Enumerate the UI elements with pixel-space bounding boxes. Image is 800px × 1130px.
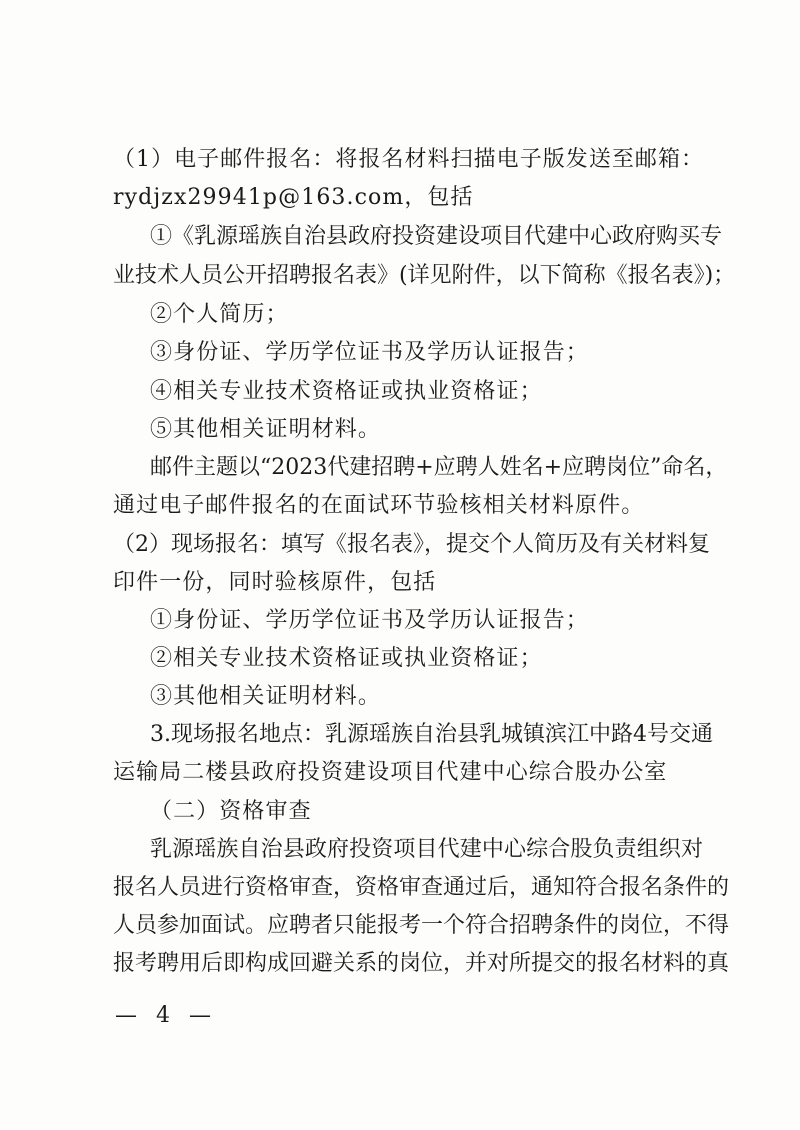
registration-location-line: 3.现场报名地点：乳源瑶族自治县乳城镇滨江中路4号交通 [150, 722, 713, 747]
qualification-review-line-4: 报考聘用后即构成回避关系的岗位，并对所提交的报名材料的真 [113, 951, 730, 976]
id-degree-item-line: ③身份证、学历学位证书及学历认证报告； [150, 340, 589, 365]
qualification-item-line: ④相关专业技术资格证或执业资格证； [150, 379, 543, 404]
registration-location-continued-line: 运输局二楼县政府投资建设项目代建中心综合股办公室 [113, 760, 668, 785]
onsite-registration-continued-line: 印件一份，同时验核原件，包括 [113, 570, 437, 595]
email-subject-line: 邮件主题以“2023代建招聘+应聘人姓名+应聘岗位”命名， [150, 455, 728, 480]
email-registration-line: （1）电子邮件报名：将报名材料扫描电子版发送至邮箱： [113, 147, 703, 172]
onsite-qualification-item-line: ②相关专业技术资格证或执业资格证； [150, 646, 543, 671]
qualification-review-line-2: 报名人员进行资格审查，资格审查通过后，通知符合报名条件的 [113, 875, 730, 900]
email-address-line: rydjzx29941p@163.com，包括 [113, 185, 474, 210]
qualification-review-heading: （二）资格审查 [150, 799, 312, 824]
resume-item-line: ②个人简历； [150, 302, 289, 327]
other-materials-item-line: ⑤其他相关证明材料。 [150, 417, 382, 442]
application-form-item-continued-line: 业技术人员公开招聘报名表》(详见附件，以下简称《报名表》)； [113, 263, 736, 288]
page-number: — 4 — [115, 1003, 217, 1028]
onsite-other-materials-item-line: ③其他相关证明材料。 [150, 684, 382, 709]
email-verification-line: 通过电子邮件报名的在面试环节验核相关材料原件。 [113, 493, 645, 518]
onsite-id-degree-item-line: ①身份证、学历学位证书及学历认证报告； [150, 608, 589, 633]
qualification-review-line-1: 乳源瑶族自治县政府投资项目代建中心综合股负责组织对 [150, 837, 703, 862]
application-form-item-line: ①《乳源瑶族自治县政府投资建设项目代建中心政府购买专 [150, 224, 723, 249]
onsite-registration-line: （2）现场报名：填写《报名表》，提交个人简历及有关材料复 [113, 532, 710, 557]
qualification-review-line-3: 人员参加面试。应聘者只能报考一个符合招聘条件的岗位，不得 [113, 913, 730, 938]
